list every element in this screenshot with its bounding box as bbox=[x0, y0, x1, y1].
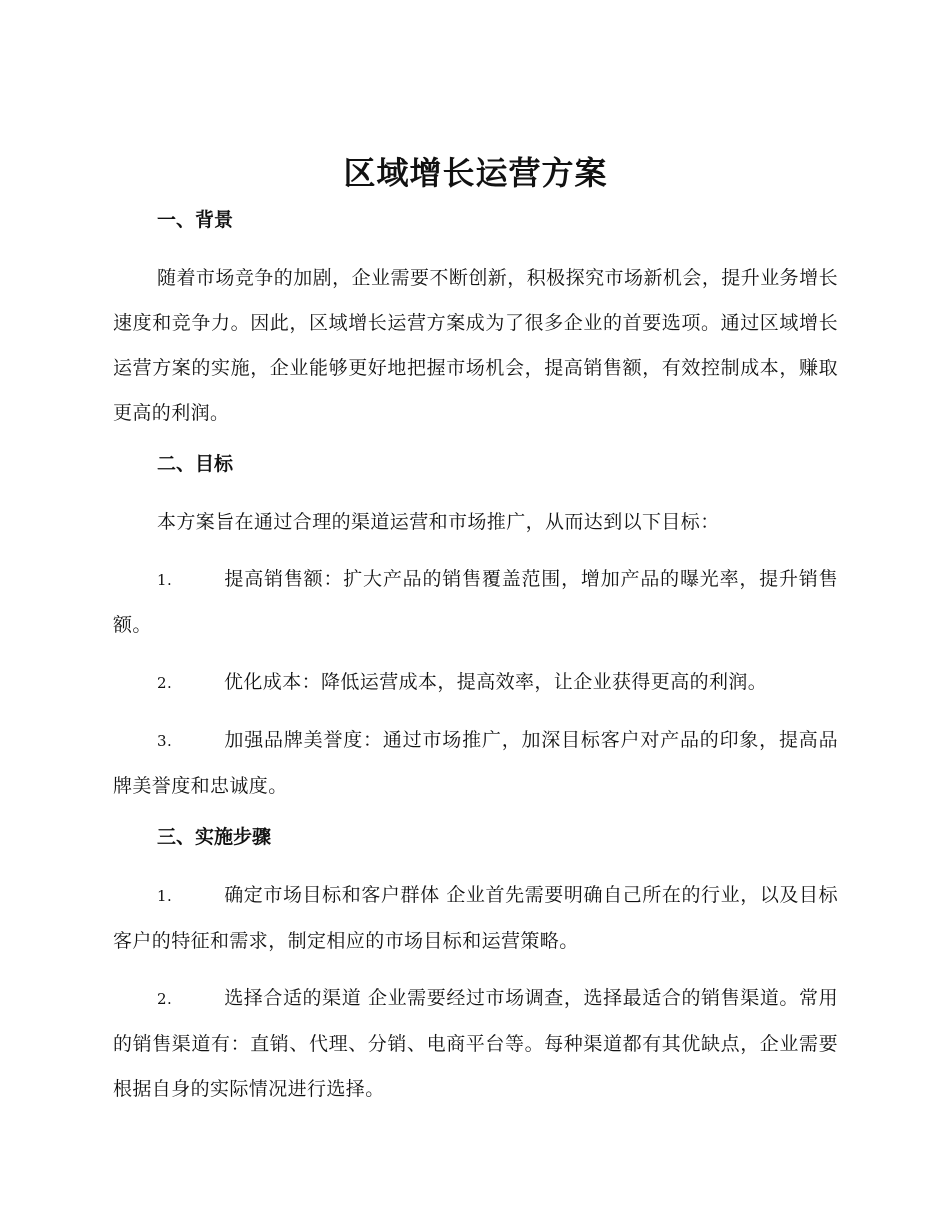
list-item-text: 提高销售额：扩大产品的销售覆盖范围，增加产品的曝光率，提升销售额。 bbox=[113, 568, 838, 636]
list-item-text: 优化成本：降低运营成本，提高效率，让企业获得更高的利润。 bbox=[224, 671, 768, 693]
list-number: 1. bbox=[157, 887, 173, 905]
list-item-text: 选择合适的渠道 企业需要经过市场调查，选择最适合的销售渠道。常用的销售渠道有：直销、代理、分销、电商平台等。每种渠道都有其优缺点，企业需要根据自身的实际情况进行选择。 bbox=[113, 987, 838, 1100]
step-item-2 bbox=[113, 976, 838, 1112]
step-item-1 bbox=[113, 873, 838, 964]
background-paragraph: 随着市场竞争的加剧，企业需要不断创新，积极探究市场新机会，提升业务增长速度和竞争力。因此，区域增长运营方案成为了很多企业的首要选项。通过区域增长运营方案的实施，企业能够更好地把握市场机会，提高销售额，有效控制成本，赚取更高的利润。 bbox=[113, 267, 838, 424]
list-number: 2. bbox=[157, 990, 173, 1008]
document-title: 区域增长运营方案 bbox=[343, 154, 608, 192]
section-heading-steps: 三、实施步骤 bbox=[157, 826, 272, 848]
section-heading-background: 一、背景 bbox=[157, 209, 234, 231]
list-number: 2. bbox=[157, 674, 173, 692]
section-heading-goals: 二、目标 bbox=[157, 453, 234, 475]
goal-item-3 bbox=[113, 718, 838, 809]
goal-item-2 bbox=[113, 660, 838, 706]
goals-intro-paragraph: 本方案旨在通过合理的渠道运营和市场推广，从而达到以下目标： bbox=[157, 511, 720, 533]
list-item-text: 加强品牌美誉度：通过市场推广，加深目标客户对产品的印象，提高品牌美誉度和忠诚度。 bbox=[113, 729, 838, 797]
list-item-text: 确定市场目标和客户群体 企业首先需要明确自己所在的行业，以及目标客户的特征和需求，制定相应的市场目标和运营策略。 bbox=[113, 884, 838, 952]
document-page bbox=[113, 150, 838, 1124]
list-number: 1. bbox=[157, 571, 173, 589]
list-number: 3. bbox=[157, 732, 173, 750]
goal-item-1 bbox=[113, 557, 838, 648]
